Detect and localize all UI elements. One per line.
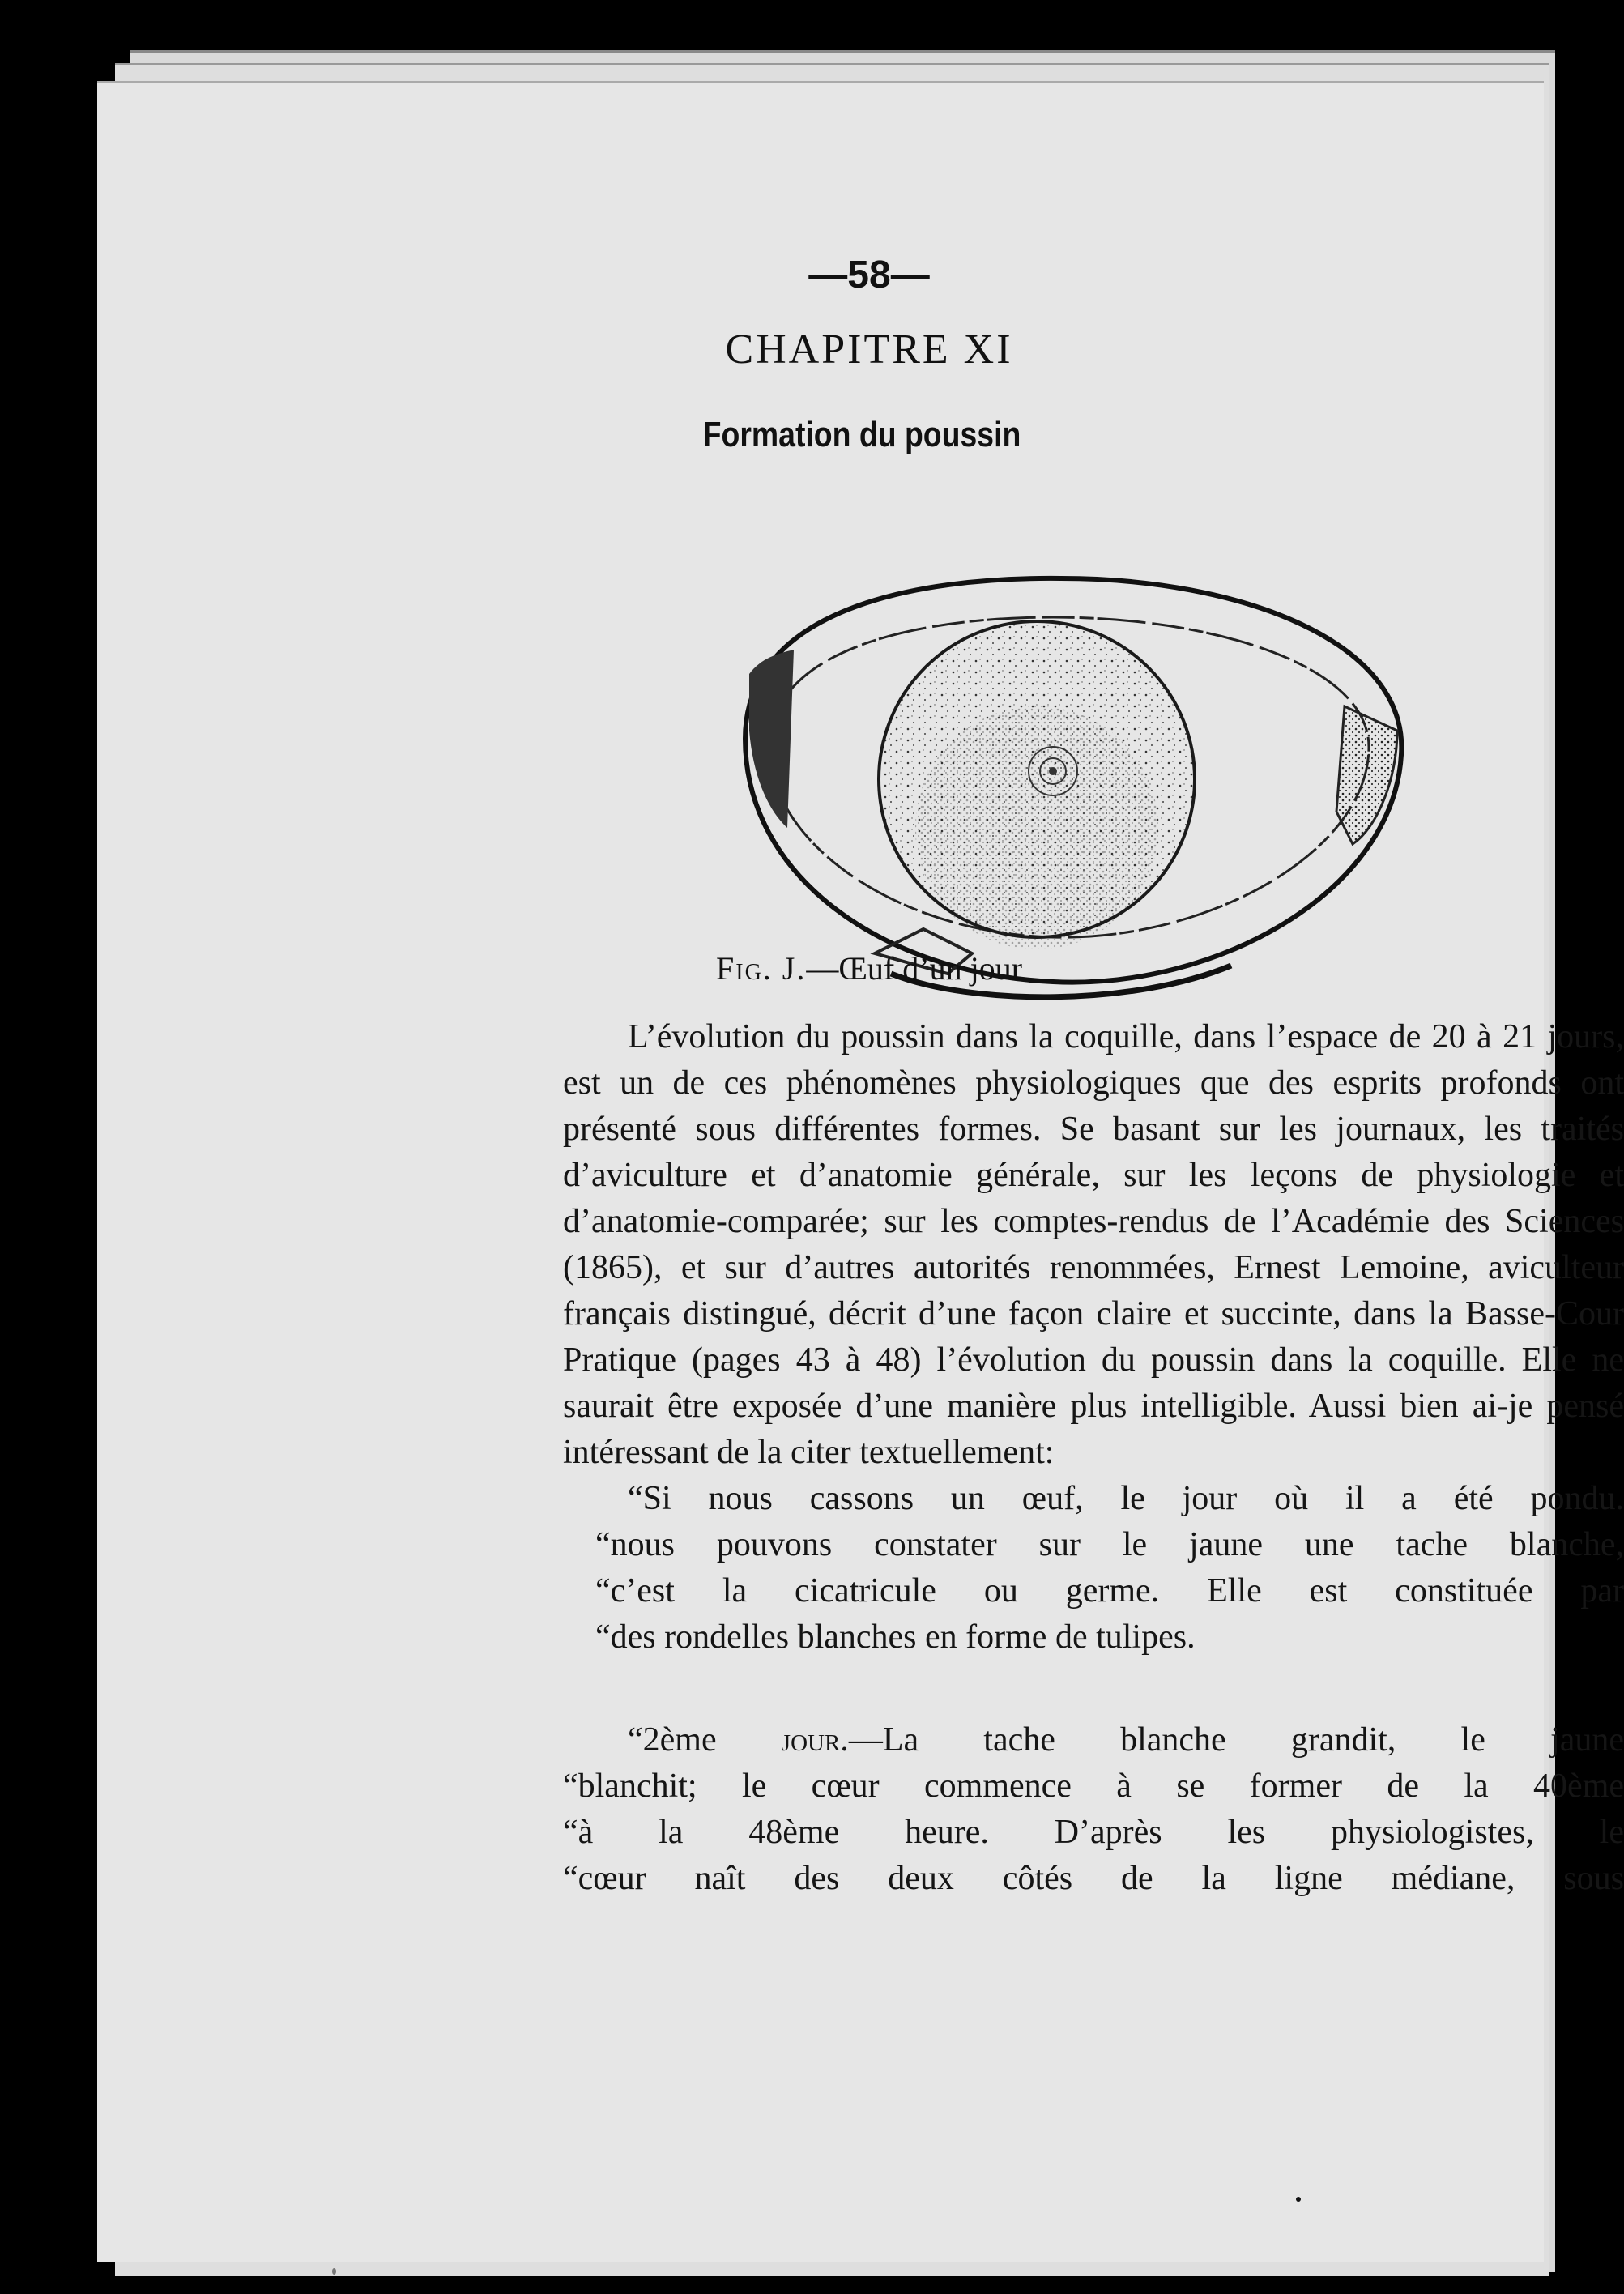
body-text <box>563 1014 1624 1902</box>
quote-block <box>563 1717 1624 1902</box>
quote-line: “c’est la cicatricule ou germe. Elle est constituée par <box>595 1572 1624 1610</box>
figure-caption <box>97 949 1544 987</box>
quote-line <box>563 1717 1624 1763</box>
film-speck <box>332 2268 336 2275</box>
figure-caption-label: Fig. J. <box>716 950 807 987</box>
page-speck <box>1296 2197 1301 2202</box>
quote-line: “nous pouvons constater sur le jaune une tache blanche, <box>595 1526 1624 1563</box>
page-number: —58— <box>808 254 930 296</box>
quote-block <box>563 1476 1624 1661</box>
chapter-title: CHAPITRE XI <box>725 326 1013 373</box>
day-prefix: “2ème <box>628 1721 782 1759</box>
quote-line: “blanchit; le cœur commence à se former de la 40ème <box>563 1767 1624 1805</box>
spacer <box>563 1661 1624 1717</box>
day-label: jour. <box>781 1721 849 1759</box>
paragraph: L’évolution du poussin dans la coquille, dans l’espace de 20 à 21 jours, est un de ces phénomènes physiologiques que des esprits profonds ont présenté sous différentes formes. Se basant sur les journaux, les traités d’aviculture et d’anatomie générale, sur les leçons de physiologie et d’anatomie-comparée; sur les comptes-rendus de l’Académie des Sciences (1865), et sur d’autres autorités renommées, Ernest Lemoine, aviculteur français distingué, décrit d’une façon claire et succinte, dans la Basse-Cour Pratique (pages 43 à 48) l’évolution du poussin dans la coquille. Elle ne saurait être exposée d’une manière plus intelligible. Aussi bien ai-je pensé intéressant de la citer textuellement: <box>563 1018 1624 1471</box>
quote-line: “Si nous cassons un œuf, le jour où il a été pondu. <box>628 1480 1624 1517</box>
section-title: Formation du poussin <box>702 415 1021 454</box>
quote-line-text: —La tache blanche grandit, le jaune <box>848 1721 1624 1759</box>
quote-line: “à la 48ème heure. D’après les physiologistes, le <box>563 1814 1624 1851</box>
quote-line: “cœur naît des deux côtés de la ligne médiane, sous <box>563 1860 1624 1897</box>
document-page <box>97 81 1624 2262</box>
figure-caption-text: —Œuf d’un jour <box>806 950 1022 987</box>
quote-line: “des rondelles blanches en forme de tulipes. <box>595 1618 1196 1656</box>
